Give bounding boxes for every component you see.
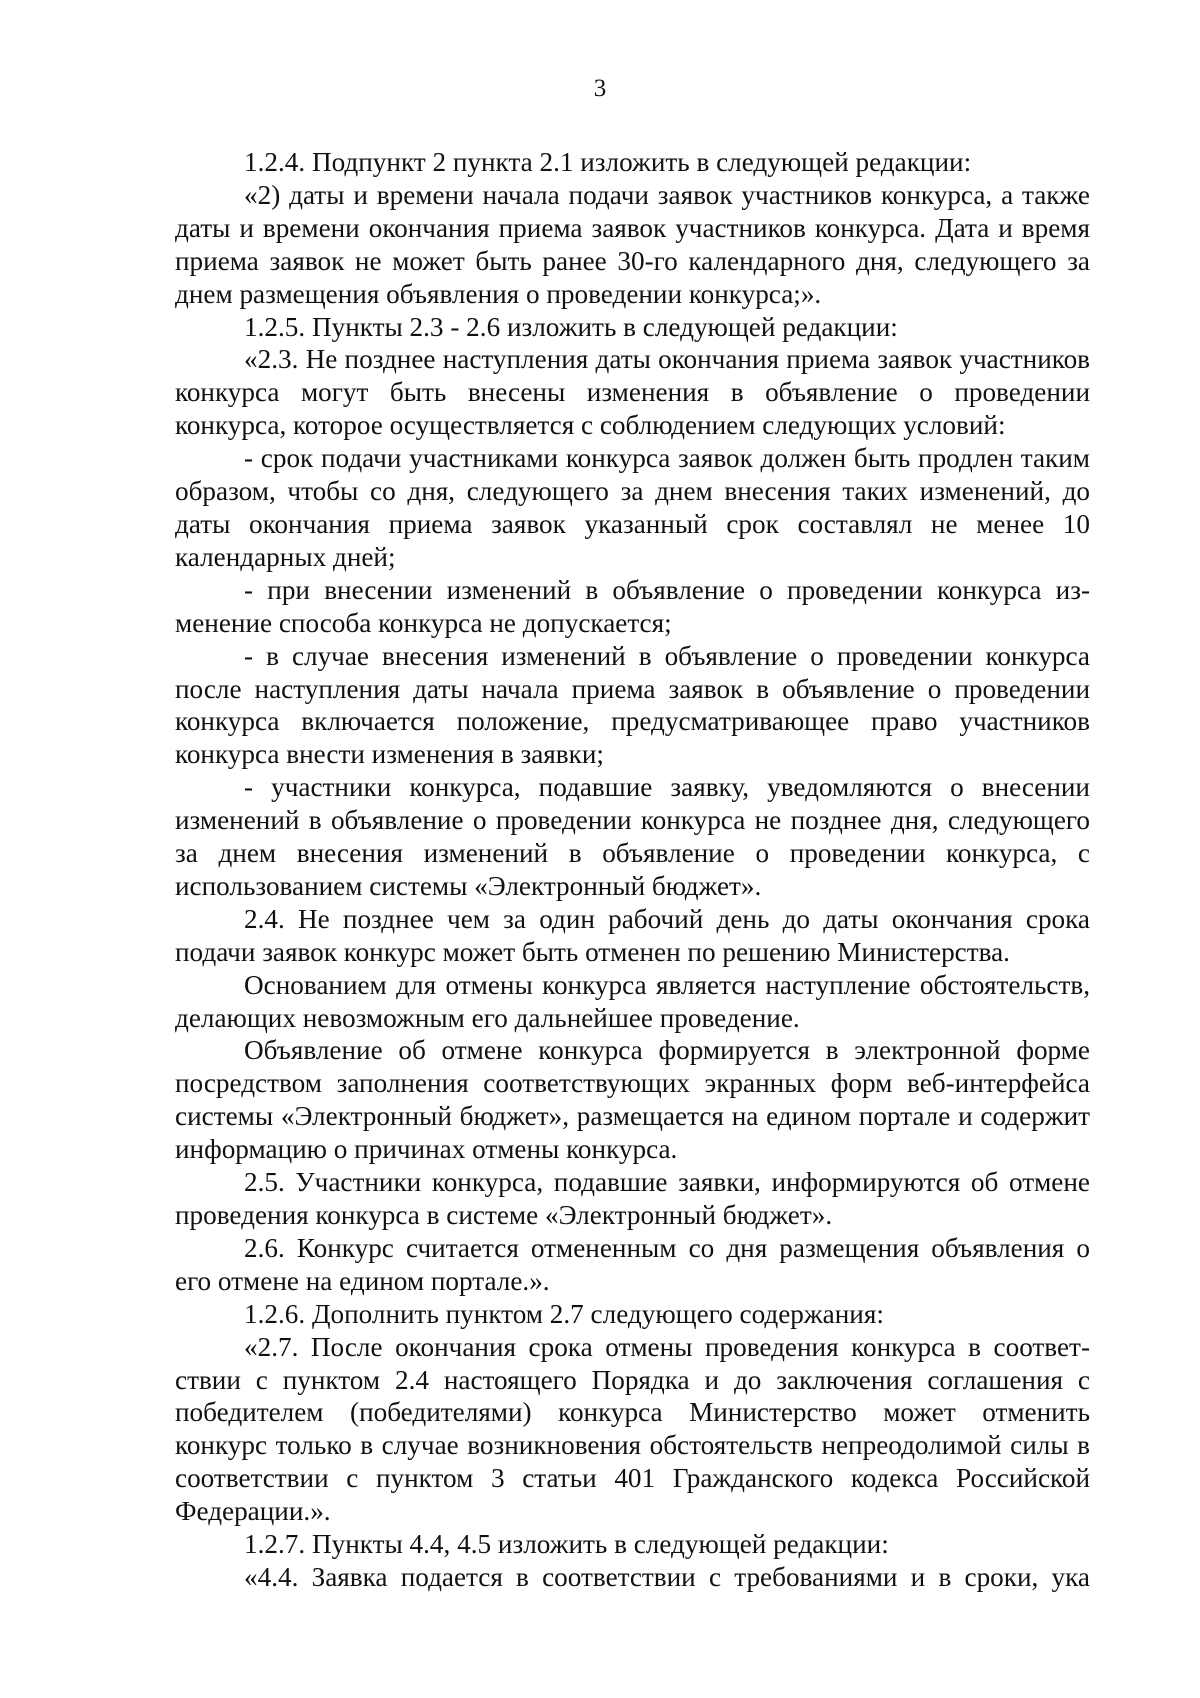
paragraph-2-3-condition-2: - при внесении изменений в объявление о проведении конкурса изменение способа конкурса не допускается;	[175, 574, 1090, 638]
paragraph-2-3-condition-3: - в случае внесения изменений в объявление о проведении конкурса после наступления даты начала приема заявок в объявление о проведении конкурса включается положение, предусматривающее право участников конкурса внести изменения в заявки;	[175, 640, 1090, 770]
paragraph-2-3-condition-4: - участники конкурса, подавшие заявку, уведомляются о внесении изменений в объявление о проведении конкурса не позднее дня, следующего за днем внесения изменений в объявление о проведении конкурса, с использованием системы «Электронный бюджет».	[175, 772, 1090, 901]
paragraph-2-3-condition-1: - срок подачи участниками конкурса заявок должен быть продлен таким образом, чтобы со дня, следующего за днем внесения таких изменений, до даты окончания приема заявок указанный срок составлял не менее 10 календарных дней;	[175, 443, 1090, 572]
paragraph-1-2-7: 1.2.7. Пункты 4.4, 4.5 изложить в следующей редакции:	[244, 1529, 889, 1560]
paragraph-1-2-6: 1.2.6. Дополнить пунктом 2.7 следующего содержания:	[244, 1298, 884, 1329]
paragraph-4-4: «4.4. Заявка подается в соответствии с требованиями и в сроки, ука	[244, 1561, 1090, 1592]
page-number: 3	[593, 75, 607, 102]
paragraph-2-7: «2.7. После окончания срока отмены проведения конкурса в соответствии с пунктом 2.4 настоящего Порядка и до заключения соглашения с победителем (победителями) конкурса Министерство может отменить конкурс только в случае возникновения обстоятельств непреодолимой силы в соответствии с пунктом 3 статьи 401 Гражданского кодекса Российской Федерации.».	[175, 1331, 1090, 1527]
paragraph-2-4-grounds: Основанием для отмены конкурса является наступление обстоятельств, делающих невозможным его дальнейшее проведение.	[175, 969, 1090, 1033]
paragraph-2-4-announcement: Объявление об отмене конкурса формируется в электронной форме посредством заполнения соответствующих экранных форм веб-интерфейса системы «Электронный бюджет», размещается на едином портале и содержит информацию о причинах отмены конкурса.	[175, 1035, 1090, 1165]
paragraph-1-2-4: 1.2.4. Подпункт 2 пункта 2.1 изложить в следующей редакции:	[244, 147, 972, 177]
paragraph-2-6: 2.6. Конкурс считается отмененным со дня размещения объявления о его отмене на едином портале.».	[175, 1232, 1090, 1296]
paragraph-1-2-5: 1.2.5. Пункты 2.3 - 2.6 изложить в следующей редакции:	[244, 311, 898, 342]
paragraph-2-4: 2.4. Не позднее чем за один рабочий день до даты окончания срока подачи заявок конкурс может быть отменен по решению Министерства.	[175, 903, 1090, 967]
paragraph-2-1-item-2: «2) даты и времени начала подачи заявок участников конкурса, а также даты и времени окончания приема заявок участников конкурса. Дата и время приема заявок не может быть ранее 30-го календарного дня, следующего за днем размещения объявления о проведении конкурса;».	[175, 179, 1090, 309]
paragraph-2-3: «2.3. Не позднее наступления даты окончания приема заявок участников конкурса могут быть внесены изменения в объявление о проведении конкурса, которое осуществляется с соблюдением следующих условий:	[175, 344, 1090, 441]
document-body	[175, 146, 1090, 1594]
paragraph-2-5: 2.5. Участники конкурса, подавшие заявки, информируются об отмене проведения конкурса в системе «Электронный бюджет».	[175, 1167, 1090, 1230]
